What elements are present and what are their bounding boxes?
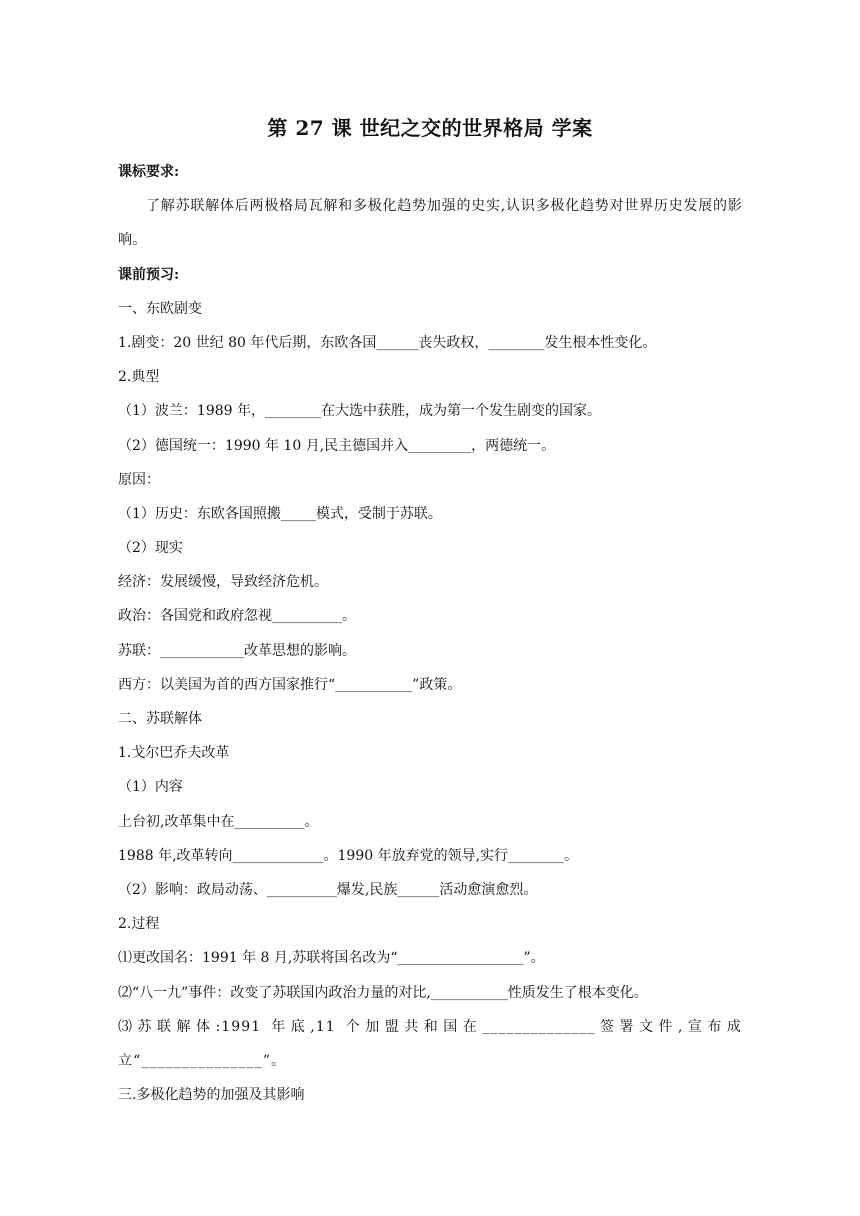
question-history: （1）历史：东欧各国照搬_____模式，受制于苏联。 [118, 505, 442, 522]
subheading-reality: （2）现实 [118, 540, 183, 557]
question-upheaval: 1.剧变：20 世纪 80 年代后期，东欧各国______丧失政权，________发生根本性变化。 [118, 334, 657, 351]
subheading-process: 2.过程 [118, 916, 160, 933]
question-rename: ⑴更改国名：1991 年 8 月,苏联将国名改为“__________________”。 [118, 950, 545, 967]
question-819-event: ⑵“八一九”事件：改变了苏联国内政治力量的对比,___________性质发生了根本变化。 [118, 984, 648, 1001]
heading-ussr-dissolution: 二、苏联解体 [118, 711, 202, 728]
heading-eastern-europe: 一、东欧剧变 [118, 300, 202, 317]
page-title: 第 27 课 世纪之交的世界格局 学案 [267, 116, 593, 140]
curriculum-text: 了解苏联解体后两极格局瓦解和多极化趋势加强的史实,认识多极化趋势对世界历史发展的影响。 [118, 198, 742, 249]
question-1988-reform: 1988 年,改革转向_____________。1990 年放弃党的领导,实行________。 [118, 847, 579, 864]
question-initial-reform: 上台初,改革集中在__________。 [118, 813, 319, 830]
question-soviet: 苏联：____________改革思想的影响。 [118, 642, 356, 659]
question-dissolution: ⑶苏联解体:1991 年底,11 个加盟共和国在______________签署文件,宣布成立“_______________”。 [118, 1018, 742, 1069]
subheading-content: （1）内容 [118, 779, 183, 796]
question-impact: （2）影响：政局动荡、__________爆发,民族______活动愈演愈烈。 [118, 881, 538, 898]
text-economy: 经济：发展缓慢，导致经济危机。 [118, 574, 328, 591]
question-poland: （1）波兰：1989 年，________在大选中获胜，成为第一个发生剧变的国家。 [118, 403, 601, 420]
subheading-causes: 原因： [118, 471, 160, 488]
section-heading-preview: 课前预习: [118, 266, 180, 283]
section-heading-curriculum: 课标要求: [118, 164, 180, 180]
subheading-typical: 2.典型 [118, 369, 160, 386]
question-west: 西方：以美国为首的西方国家推行“___________”政策。 [118, 676, 462, 693]
question-germany: （2）德国统一：1990 年 10 月,民主德国并入_________，两德统一。 [118, 437, 556, 454]
question-politics: 政治：各国党和政府忽视__________。 [118, 608, 356, 625]
document-body [118, 155, 742, 1112]
heading-multipolarity: 三.多极化趋势的加强及其影响 [118, 1087, 305, 1104]
subheading-gorbachev: 1.戈尔巴乔夫改革 [118, 745, 230, 762]
